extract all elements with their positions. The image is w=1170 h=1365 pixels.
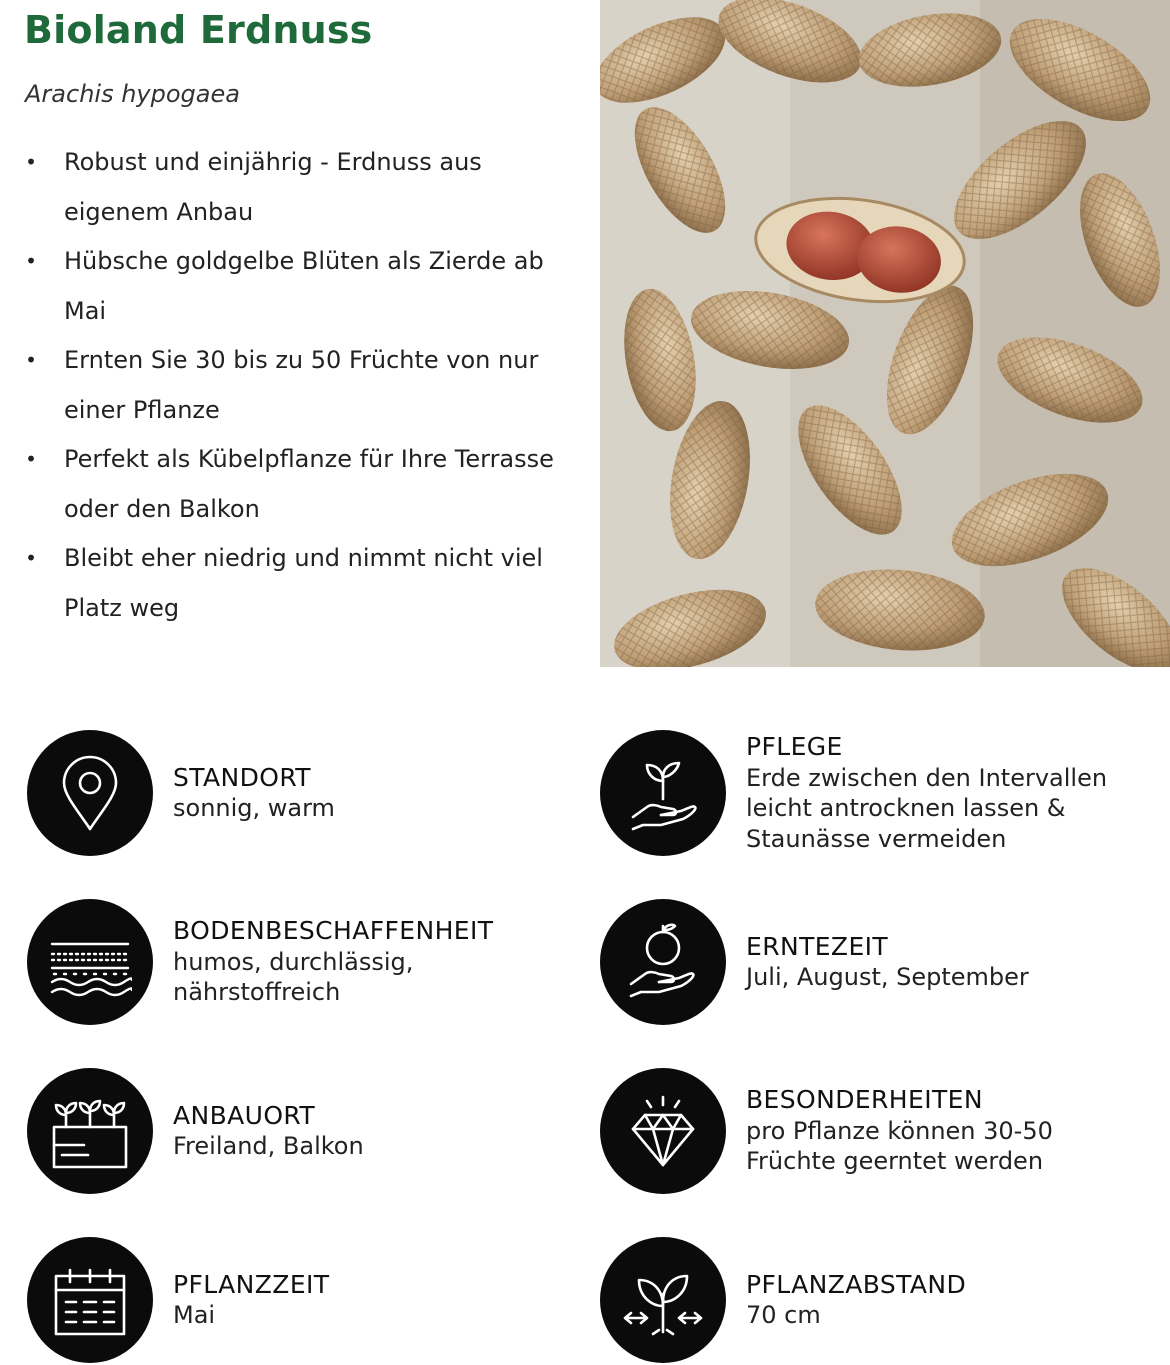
feature-text: pro Pflanze können 30-50 Früchte geerntet werden [746, 1116, 1053, 1176]
bullet-item: • Perfekt als Kübelpflanze für Ihre Terrasse oder den Balkon [24, 435, 584, 534]
feature-text: humos, durchlässig, nährstoffreich [173, 947, 414, 1007]
feature-erntezeit [600, 899, 1029, 1025]
plant-spacing-icon [600, 1237, 726, 1363]
feature-standort [27, 730, 335, 856]
feature-text: Erde zwischen den Intervallen leicht antrocknen lassen & Staunässe vermeiden [746, 763, 1108, 853]
bullet-dot: • [25, 150, 37, 174]
fruit-hand-icon [600, 899, 726, 1025]
feature-heading: ERNTEZEIT [746, 931, 889, 961]
latin-name: Arachis hypogaea [25, 80, 240, 108]
feature-heading: ANBAUORT [173, 1100, 316, 1130]
feature-text: Freiland, Balkon [173, 1132, 364, 1160]
feature-text: 70 cm [746, 1301, 821, 1329]
location-pin-icon [27, 730, 153, 856]
feature-bullet-list [24, 138, 584, 633]
feature-heading: BODENBESCHAFFENHEIT [173, 916, 494, 946]
planter-box-icon [27, 1068, 153, 1194]
feature-text: sonnig, warm [173, 794, 335, 822]
feature-besonderheiten [600, 1068, 1053, 1194]
feature-pflege [600, 730, 1107, 856]
feature-heading: STANDORT [173, 762, 311, 792]
bullet-dot: • [25, 348, 37, 372]
bullet-item: • Bleibt eher niedrig und nimmt nicht viel Platz weg [24, 534, 584, 633]
seedling-hand-icon [600, 730, 726, 856]
bullet-item: • Hübsche goldgelbe Blüten als Zierde ab Mai [24, 237, 584, 336]
feature-heading: PFLANZZEIT [173, 1269, 330, 1299]
feature-heading: PFLANZABSTAND [746, 1269, 967, 1299]
bullet-dot: • [25, 249, 37, 273]
feature-text: Mai [173, 1301, 216, 1329]
bullet-dot: • [25, 546, 37, 570]
calendar-icon [27, 1237, 153, 1363]
feature-text: Juli, August, September [746, 963, 1029, 991]
bullet-item: • Ernten Sie 30 bis zu 50 Früchte von nur einer Pflanze [24, 336, 584, 435]
feature-boden [27, 899, 493, 1025]
product-title: Bioland Erdnuss [24, 8, 373, 52]
peanut-photo [600, 0, 1170, 667]
soil-layers-icon [27, 899, 153, 1025]
feature-heading: BESONDERHEITEN [746, 1085, 983, 1115]
diamond-icon [600, 1068, 726, 1194]
feature-heading: PFLEGE [746, 732, 843, 761]
bullet-item: • Robust und einjährig - Erdnuss aus eigenem Anbau [24, 138, 584, 237]
feature-anbauort [27, 1068, 364, 1194]
bullet-dot: • [25, 447, 37, 471]
feature-pflanzzeit [27, 1237, 329, 1363]
feature-pflanzabstand [600, 1237, 966, 1363]
